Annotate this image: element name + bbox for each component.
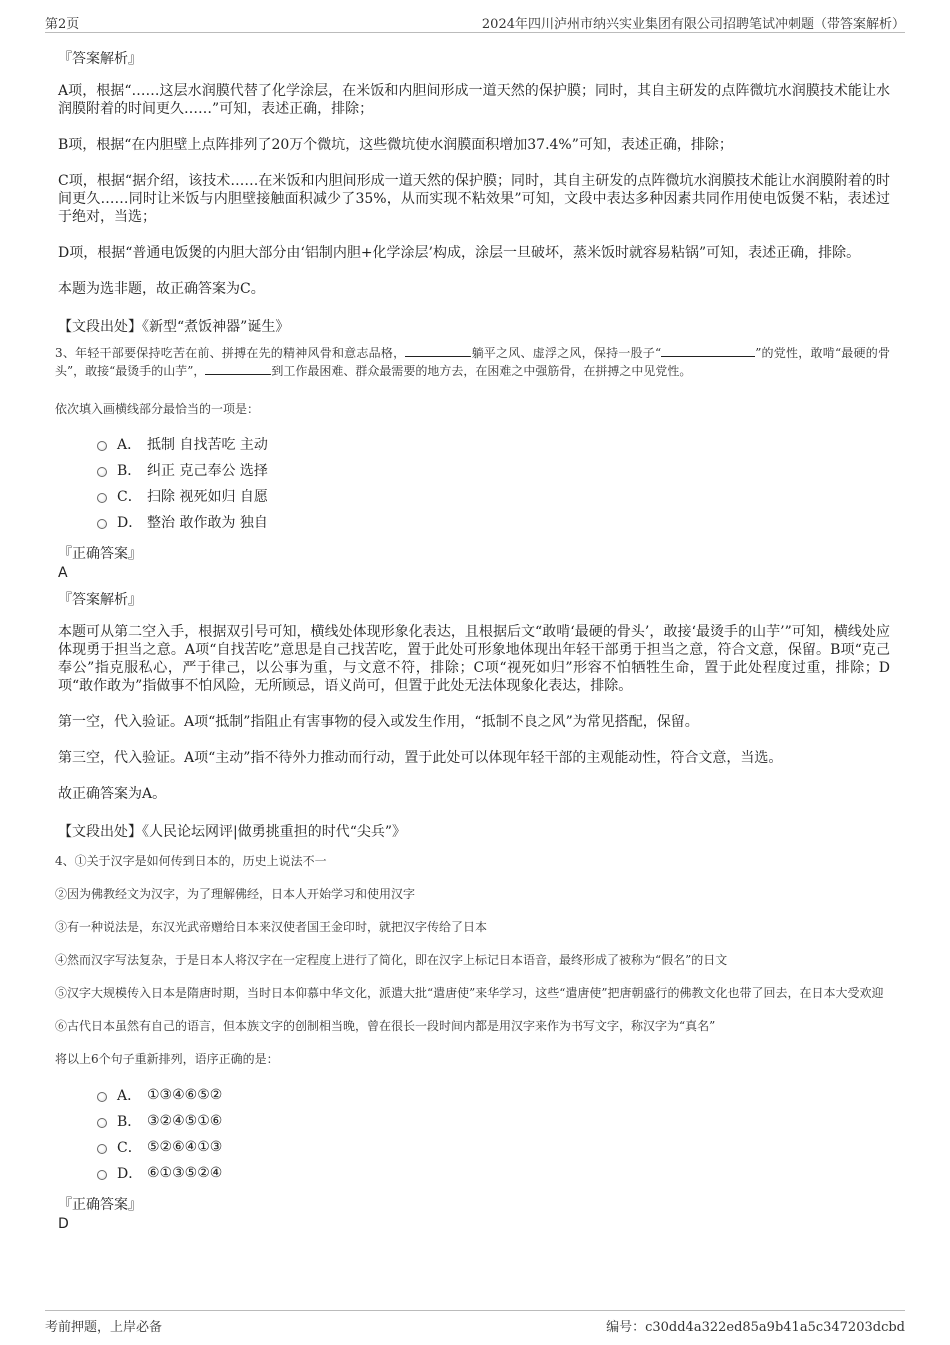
question-prompt: 依次填入画横线部分最恰当的一项是： [55, 402, 260, 416]
correct-answer-heading: 『正确答案』 [58, 1197, 142, 1213]
option-letter: A． [117, 1088, 142, 1104]
passage-source: 【文段出处】《新型“煮饭神器”诞生》 [58, 319, 290, 335]
stem-text: 到工作最困难、群众最需要的地方去，在困难之中强筋骨，在拼搏之中见党性。 [271, 364, 692, 378]
option-d[interactable] [97, 1160, 890, 1186]
option-text: 整治 敢作敢为 独自 [147, 515, 268, 531]
analysis-paragraph: D项，根据“普通电饭煲的内胆大部分由‘铝制内胆+化学涂层’构成，涂层一旦破坏，蒸米饭时就容易粘锅”可知，表述正确，排除。 [58, 245, 861, 261]
document-id: 编号：c30dd4a322ed85a9b41a5c347203dcbd [606, 1320, 905, 1335]
page-number: 第2页 [45, 17, 80, 32]
option-text: 纠正 克己奉公 选择 [147, 463, 268, 479]
radio-icon[interactable] [97, 1170, 107, 1180]
option-c[interactable] [97, 1134, 890, 1160]
stem-text: 躺平之风、虚浮之风，保持一股子“ [471, 346, 662, 360]
analysis-paragraph: A项，根据“……这层水润膜代替了化学涂层，在米饭和内胆间形成一道天然的保护膜；同时，其自主研发的点阵微坑水润膜技术能让水润膜附着的时间更久……”可知，表述正确，排除； [58, 83, 890, 117]
radio-icon[interactable] [97, 441, 107, 451]
correct-answer-heading: 『正确答案』 [58, 546, 142, 562]
document-title: 2024年四川泸州市纳兴实业集团有限公司招聘笔试冲刺题（带答案解析） [481, 17, 905, 32]
fill-blank [205, 362, 271, 375]
question-4-sentence: 4、①关于汉字是如何传到日本的，历史上说法不一 [55, 854, 327, 868]
option-letter: B． [117, 463, 142, 479]
option-text: 抵制 自找苦吃 主动 [147, 437, 268, 453]
option-letter: B． [117, 1114, 142, 1130]
radio-icon[interactable] [97, 493, 107, 503]
question-3-options [97, 431, 890, 535]
analysis-paragraph: C项，根据“据介绍，该技术……在米饭和内胆间形成一道天然的保护膜；同时，其自主研发的点阵微坑水润膜技术能让水润膜附着的时间更久……同时让米饭与内胆壁接触面积减少了35%，从而实现不粘效果”可知，文段中表达多种因素共同作用使电饭煲不粘，表述过于绝对，当选； [58, 173, 890, 225]
analysis-paragraph: 第一空，代入验证。A项“抵制”指阻止有害事物的侵入或发生作用，“抵制不良之风”为常见搭配，保留。 [58, 714, 699, 730]
stem-text: ”的党性，敢啃“最硬的骨头”，敢接“最烫手的山芋”， [55, 346, 890, 378]
question-4-options [97, 1082, 890, 1186]
option-text: 扫除 视死如归 自愿 [147, 489, 268, 505]
analysis-heading: 『答案解析』 [58, 51, 142, 67]
question-4-sentence: ⑥古代日本虽然有自己的语言，但本族文字的创制相当晚，曾在很长一段时间内都是用汉字来作为书写文字，称汉字为“真名” [55, 1019, 716, 1033]
analysis-paragraph: 第三空，代入验证。A项“主动”指不待外力推动而行动，置于此处可以体现年轻干部的主观能动性，符合文意，当选。 [58, 750, 783, 766]
stem-text: 3、年轻干部要保持吃苦在前、拼搏在先的精神风骨和意志品格， [55, 346, 406, 360]
passage-source: 【文段出处】《人民论坛网评|做勇挑重担的时代“尖兵”》 [58, 824, 407, 840]
option-letter: D． [117, 1166, 143, 1182]
question-4-sentence: ⑤汉字大规模传入日本是隋唐时期，当时日本仰慕中华文化，派遣大批“遣唐使”来华学习，这些“遣唐使”把唐朝盛行的佛教文化也带了回去，在日本大受欢迎 [55, 986, 884, 1000]
radio-icon[interactable] [97, 1092, 107, 1102]
radio-icon[interactable] [97, 1118, 107, 1128]
option-text: ①③④⑥⑤② [147, 1087, 223, 1103]
question-4-sentence: ③有一种说法是，东汉光武帝赠给日本来汉使者国王金印时，就把汉字传给了日本 [55, 920, 488, 934]
option-text: ⑤②⑥④①③ [147, 1139, 223, 1155]
option-text: ③②④⑤①⑥ [147, 1113, 223, 1129]
option-a[interactable] [97, 1082, 890, 1108]
option-b[interactable] [97, 1108, 890, 1134]
question-4-sentence: ②因为佛教经文为汉字，为了理解佛经，日本人开始学习和使用汉字 [55, 887, 416, 901]
page-header [45, 10, 905, 33]
footer-slogan: 考前押题，上岸必备 [45, 1320, 163, 1335]
page-footer [45, 1310, 905, 1335]
correct-answer-value: D [58, 1216, 69, 1232]
option-letter: C． [117, 489, 142, 505]
fill-blank [661, 344, 755, 357]
analysis-paragraph: B项，根据“在内胆壁上点阵排列了20万个微坑，这些微坑使水润膜面积增加37.4%”可知，表述正确，排除； [58, 137, 733, 153]
question-3-stem [55, 344, 890, 380]
analysis-paragraph: 本题可从第二空入手，根据双引号可知，横线处体现形象化表达，且根据后文“敢啃‘最硬的骨头’，敢接‘最烫手的山芋’”可知，横线处应体现勇于担当之意。A项“自找苦吃”意思是自己找苦吃，置于此处可形象地体现出年轻干部勇于担当之意，符合文意，保留。B项“克己奉公”指克服私心，严于律己，以公事为重，与文意不符，排除；C项“视死如归”形容不怕牺牲生命，置于此处程度过重，排除；D项“敢作敢为”指做事不怕风险，无所顾忌，语义尚可，但置于此处无法体现象化表达，排除。 [58, 624, 890, 694]
option-letter: A． [117, 437, 142, 453]
radio-icon[interactable] [97, 519, 107, 529]
radio-icon[interactable] [97, 467, 107, 477]
question-prompt: 将以上6个句子重新排列，语序正确的是： [55, 1052, 279, 1066]
analysis-conclusion: 本题为选非题，故正确答案为C。 [58, 281, 265, 297]
analysis-conclusion: 故正确答案为A。 [58, 786, 167, 802]
option-letter: C． [117, 1140, 142, 1156]
page-content [55, 44, 890, 1232]
radio-icon[interactable] [97, 1144, 107, 1154]
analysis-heading: 『答案解析』 [58, 592, 142, 608]
option-c[interactable] [97, 483, 890, 509]
option-b[interactable] [97, 457, 890, 483]
question-4-sentence: ④然而汉字写法复杂，于是日本人将汉字在一定程度上进行了简化，即在汉字上标记日本语音，最终形成了被称为“假名”的日文 [55, 953, 728, 967]
option-a[interactable] [97, 431, 890, 457]
option-text: ⑥①③⑤②④ [147, 1165, 223, 1181]
fill-blank [405, 344, 471, 357]
option-letter: D． [117, 515, 143, 531]
option-d[interactable] [97, 509, 890, 535]
correct-answer-value: A [58, 565, 68, 581]
